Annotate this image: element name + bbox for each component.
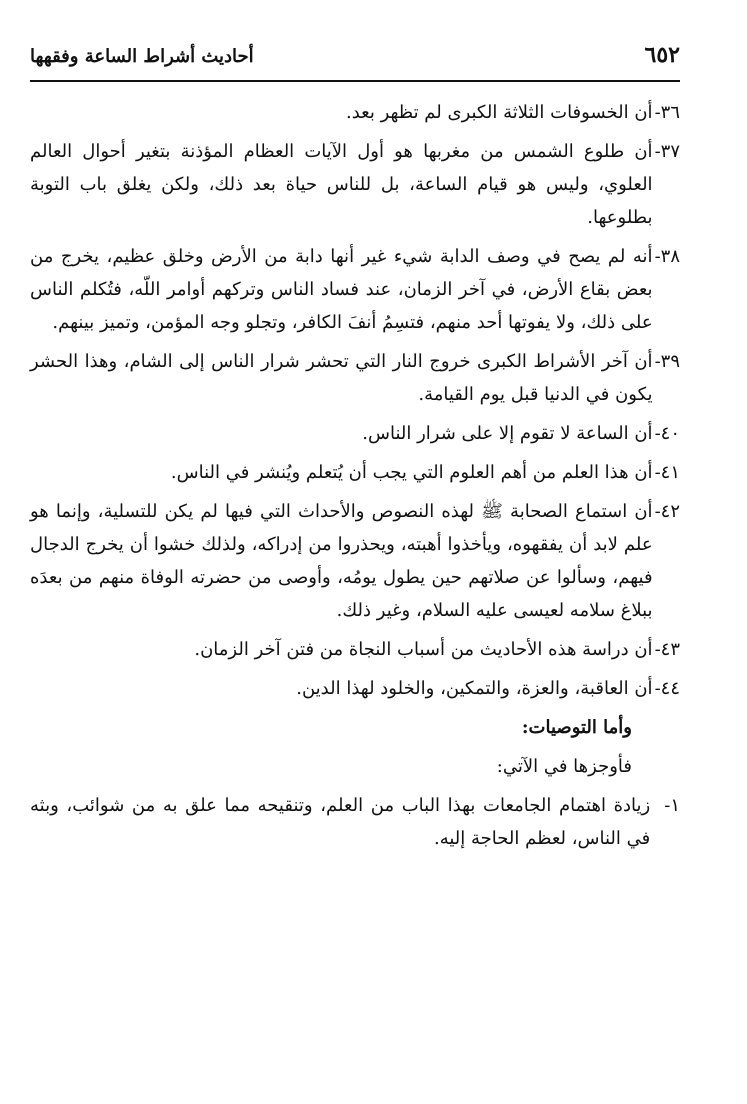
list-item <box>30 135 680 234</box>
recommendation-item <box>30 789 680 855</box>
item-text: أن الخسوفات الثلاثة الكبرى لم تظهر بعد. <box>345 102 653 123</box>
item-text: أن طلوع الشمس من مغربها هو أول الآيات العظام المؤذنة بتغير أحوال العالم العلوي، وليس هو قيام الساعة، بل للناس حياة بعد ذلك، ولكن يغلق باب التوبة بطلوعها. <box>30 141 653 228</box>
item-number: ١- <box>664 795 680 816</box>
list-item <box>30 417 680 450</box>
list-item <box>30 96 680 129</box>
item-number: ٣٧- <box>654 141 680 162</box>
page-header <box>30 40 680 82</box>
list-item <box>30 495 680 627</box>
item-number: ٤٠- <box>654 423 680 444</box>
item-number: ٤٤- <box>654 678 680 699</box>
recommendations-heading: وأما التوصيات: <box>521 717 632 738</box>
item-text: أن الساعة لا تقوم إلا على شرار الناس. <box>362 423 653 444</box>
list-item <box>30 456 680 489</box>
page-body <box>30 96 680 861</box>
item-text: أن دراسة هذه الأحاديث من أسباب النجاة من فتن آخر الزمان. <box>194 639 653 660</box>
page-number: ٦٥٢ <box>644 42 680 68</box>
list-item <box>30 672 680 705</box>
recommendations-intro: فأوجزها في الآتي: <box>496 756 632 777</box>
list-item <box>30 240 680 339</box>
running-title: أحاديث أشراط الساعة وفقهها <box>30 46 254 67</box>
item-number: ٤٢- <box>654 501 680 522</box>
item-text: أن العاقبة، والعزة، والتمكين، والخلود لهذا الدين. <box>296 678 653 699</box>
item-text: أنه لم يصح في وصف الدابة شيء غير أنها دابة من الأرض وخلق عظيم، يخرج من بعض بقاع الأرض، في آخر الزمان، عند فساد الناس وتركهم أوامر اللّه، فتُكلم الناس على ذلك، ولا يفوتها أحد منهم، فتسِمُ أنفَ الكافر، وتجلو وجه المؤمن، وتميز بينهم. <box>30 246 653 333</box>
list-item <box>30 633 680 666</box>
item-number: ٣٦- <box>654 102 680 123</box>
list-item <box>30 345 680 411</box>
item-text: أن استماع الصحابة ﷺ لهذه النصوص والأحداث التي فيها لم يكن للتسلية، وإنما هو علم لابد أن يفقهوه، ويأخذوا أهبته، ويحذروا من إدراكه، ولذلك خشوا أن يخرج الدجال فيهم، وسألوا عن صلاتهم حين يطول يومُه، وأوصى من حضرته الوفاة منهم من بعدَه ببلاغ سلامه لعيسى عليه السلام، وغير ذلك. <box>30 501 653 621</box>
item-text: أن آخر الأشراط الكبرى خروج النار التي تحشر شرار الناس إلى الشام، وهذا الحشر يكون في الدنيا قبل يوم القيامة. <box>30 351 653 405</box>
item-text: زيادة اهتمام الجامعات بهذا الباب من العلم، وتنقيحه مما علق به من شوائب، وبثه في الناس، لعظم الحاجة إليه. <box>30 795 651 849</box>
item-number: ٤١- <box>654 462 680 483</box>
item-number: ٣٩- <box>654 351 680 372</box>
item-number: ٤٣- <box>654 639 680 660</box>
item-text: أن هذا العلم من أهم العلوم التي يجب أن يُتعلم ويُنشر في الناس. <box>170 462 653 483</box>
item-number: ٣٨- <box>654 246 680 267</box>
